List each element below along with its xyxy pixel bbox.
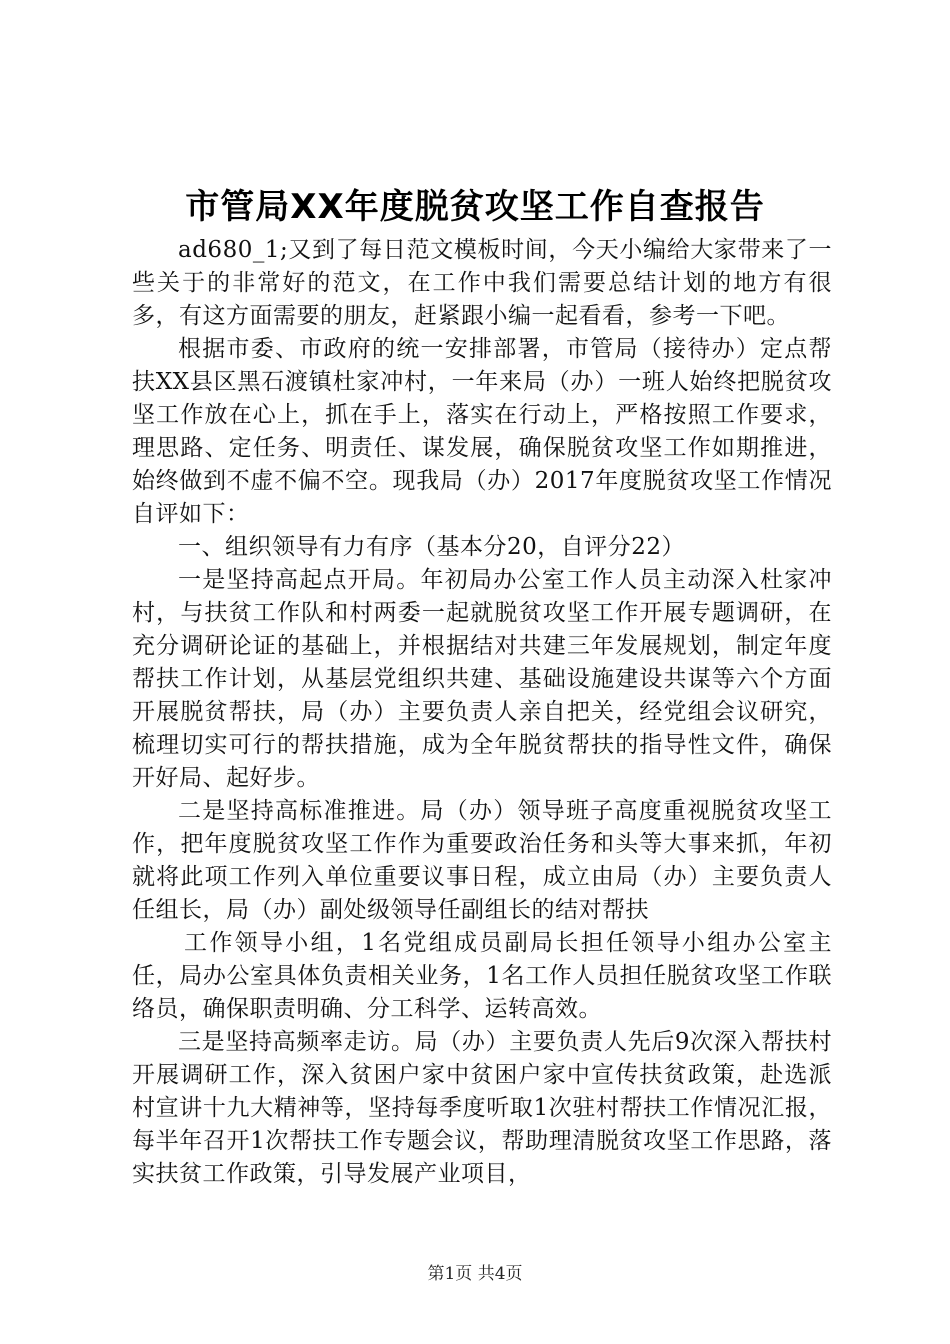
point-one-paragraph: 一是坚持高起点开局。年初局办公室工作人员主动深入杜家冲村，与扶贫工作队和村两委一起就脱贫攻坚工作开展专题调研，在充分调研论证的基础上，并根据结对共建三年发展规划，制定年度帮扶工作计划，从基层党组织共建、基础设施建设共谋等六个方面开展脱贫帮扶，局（办）主要负责人亲自把关，经党组会议研究，梳理切实可行的帮扶措施，成为全年脱贫帮扶的指导性文件，确保开好局、起好步。 bbox=[132, 567, 832, 791]
intro-paragraph: ad680_1;又到了每日范文模板时间，今天小编给大家带来了一些关于的非常好的范文，在工作中我们需要总结计划的地方有很多，有这方面需要的朋友，赶紧跟小编一起看看，参考一下吧。 bbox=[132, 237, 832, 329]
page-number-footer: 第1页 共4页 bbox=[427, 1264, 523, 1284]
point-three-paragraph: 三是坚持高频率走访。局（办）主要负责人先后9次深入帮扶村开展调研工作，深入贫困户家中贫困户家中宣传扶贫政策，赴选派村宣讲十九大精神等，坚持每季度听取1次驻村帮扶工作情况汇报，每半年召开1次帮扶工作专题会议，帮助理清脱贫攻坚工作思路，落实扶贫工作政策，引导发展产业项目， bbox=[132, 1029, 832, 1187]
point-two-continued-paragraph: 工作领导小组，1名党组成员副局长担任领导小组办公室主任，局办公室具体负责相关业务，1名工作人员担任脱贫攻坚工作联络员，确保职责明确、分工科学、运转高效。 bbox=[132, 930, 832, 1022]
section-heading: 一、组织领导有力有序（基本分20，自评分22） bbox=[178, 534, 686, 560]
background-paragraph: 根据市委、市政府的统一安排部署，市管局（接待办）定点帮扶XX县区黑石渡镇杜家冲村，一年来局（办）一班人始终把脱贫攻坚工作放在心上，抓在手上，落实在行动上，严格按照工作要求，理思路、定任务、明责任、谋发展，确保脱贫攻坚工作如期推进，始终做到不虚不偏不空。现我局（办）2017年度脱贫攻坚工作情况自评如下： bbox=[132, 336, 832, 527]
document-body bbox=[132, 234, 832, 1191]
document-title: 市管局XX年度脱贫攻坚工作自查报告 bbox=[185, 187, 765, 227]
point-two-paragraph: 二是坚持高标准推进。局（办）领导班子高度重视脱贫攻坚工作，把年度脱贫攻坚工作作为重要政治任务和头等大事来抓，年初就将此项工作列入单位重要议事日程，成立由局（办）主要负责人任组长，局（办）副处级领导任副组长的结对帮扶 bbox=[132, 798, 832, 923]
